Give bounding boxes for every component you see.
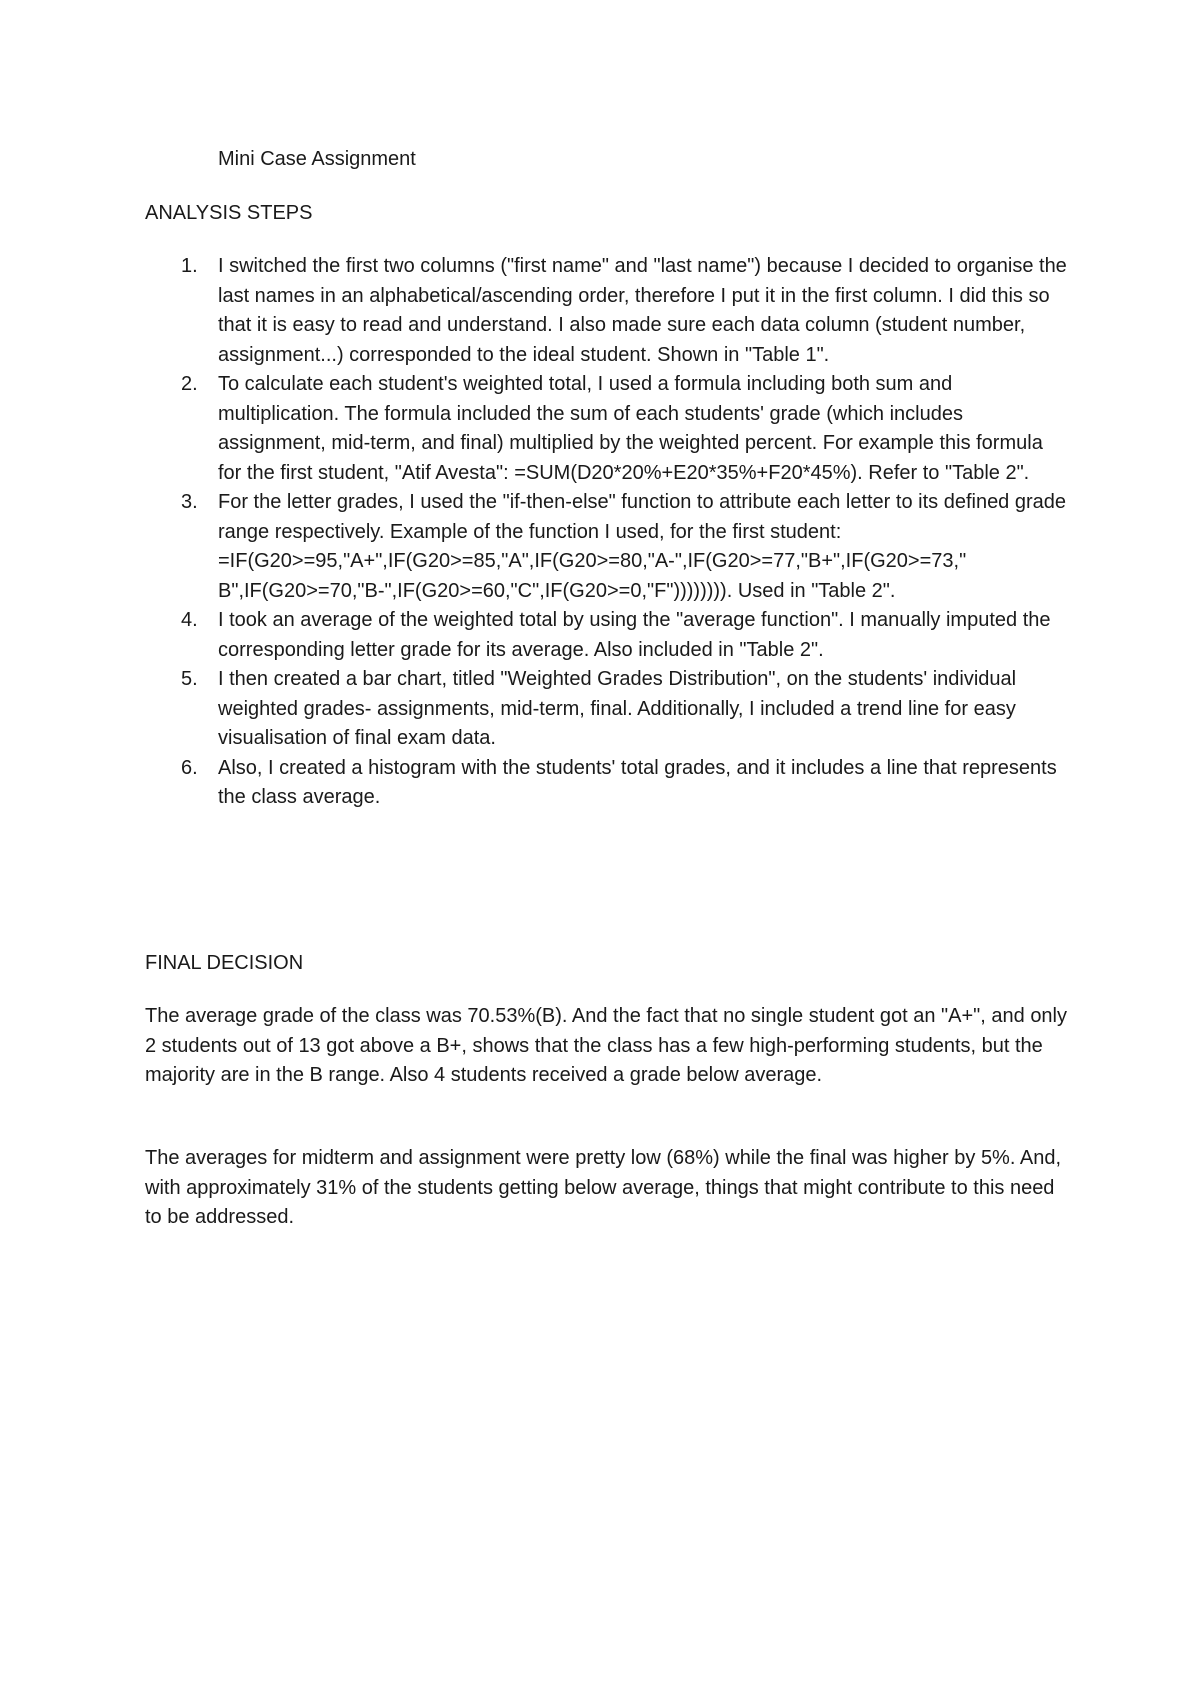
analysis-steps-list (145, 252, 1070, 813)
list-item (145, 665, 1070, 754)
final-decision-paragraph: The average grade of the class was 70.53%(B). And the fact that no single student got an "A+", and only 2 students out of 13 got above a B+, shows that the class has a few high-performing students, but the majority are in the B range. Also 4 students received a grade below average. (145, 1005, 1068, 1086)
list-item-number: 6. (181, 756, 198, 779)
analysis-steps-heading: ANALYSIS STEPS (145, 202, 313, 224)
list-item-number: 2. (181, 373, 198, 395)
final-decision-paragraph: The averages for midterm and assignment were pretty low (68%) while the final was higher by 5%. And, with approximately 31% of the students getting below average, things that might contribute to this need to be addressed. (145, 1147, 1061, 1228)
list-item (145, 370, 1070, 488)
list-item (145, 606, 1070, 665)
list-item-number: 1. (181, 255, 198, 277)
list-item (145, 252, 1070, 370)
list-item (145, 754, 1070, 813)
list-item-text: I then created a bar chart, titled "Weighted Grades Distribution", on the students' individual weighted grades- assignments, mid-term, final. Additionally, I included a trend line for easy visualisation of final exam data. (218, 668, 1017, 749)
list-item-text: Also, I created a histogram with the students' total grades, and it includes a line that represents the class average. (218, 756, 1057, 808)
list-item-text: I took an average of the weighted total by using the "average function". I manually imputed the corresponding letter grade for its average. Also included in "Table 2". (218, 609, 1051, 661)
final-decision-heading: FINAL DECISION (145, 952, 304, 974)
list-item-text: I switched the first two columns ("first name" and "last name") because I decided to organise the last names in an alphabetical/ascending order, therefore I put it in the first column. I did this so that it is easy to read and understand. I also made sure each data column (student number, assignment...) corresponded to the ideal student. Shown in "Table 1". (218, 255, 1067, 366)
document-title: Mini Case Assignment (218, 148, 416, 170)
list-item-number: 5. (181, 668, 198, 690)
list-item-number: 4. (181, 609, 198, 631)
list-item (145, 488, 1070, 606)
list-item-number: 3. (181, 491, 198, 513)
list-item-text: For the letter grades, I used the "if-then-else" function to attribute each letter to its defined grade range respectively. Example of the function I used, for the first student: =IF(G20>=95,"A+",IF(G20>=85,"A",IF(G20>=80,"A-",IF(G20>=77,"B+",IF(G20>=73," B",IF(G20>=70,"B-",IF(G20>=60,"C",IF(G20>=0,"F")))))))). Used in "Table 2". (218, 491, 1067, 602)
list-item-text: To calculate each student's weighted total, I used a formula including both sum and multiplication. The formula included the sum of each students' grade (which includes assignment, mid-term, and final) multiplied by the weighted percent. For example this formula for the first student, "Atif Avesta": =SUM(D20*20%+E20*35%+F20*45%). Refer to "Table 2". (218, 373, 1043, 484)
